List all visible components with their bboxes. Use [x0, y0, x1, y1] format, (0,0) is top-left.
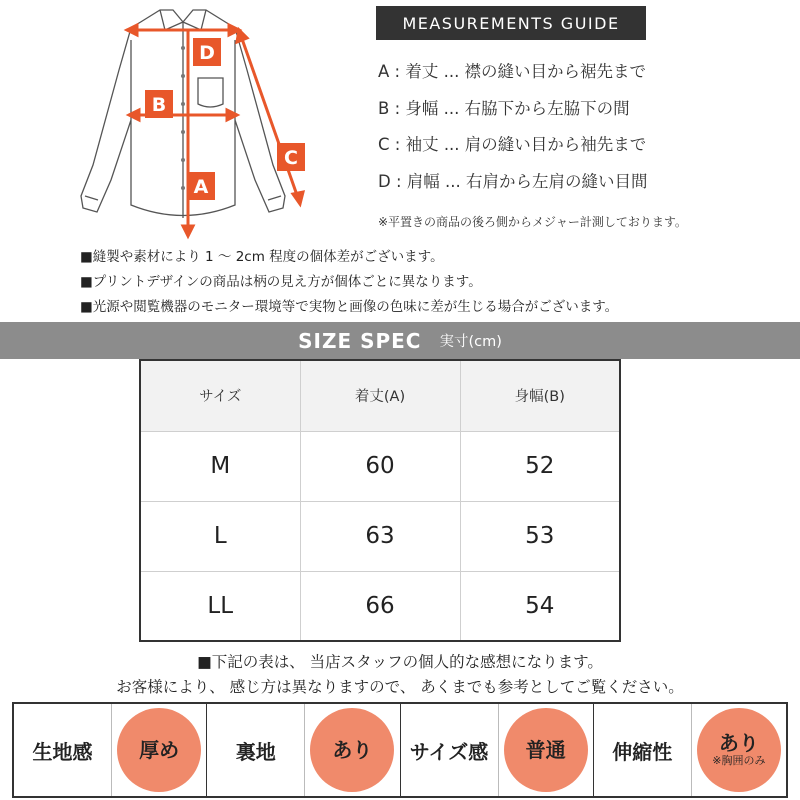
- feel-rating-circle: [117, 708, 201, 792]
- header-length: 着丈(A): [300, 360, 460, 431]
- feel-label: 生地感: [14, 704, 112, 796]
- guide-item-d: D : 肩幅 ... 右肩から左肩の縫い目間: [378, 171, 648, 191]
- note-item: ■プリントデザインの商品は柄の見え方が個体ごとに異なります。: [80, 274, 482, 290]
- shirt-measurement-diagram: [55, 0, 355, 245]
- cell-width: 54: [460, 571, 620, 641]
- cell-size: M: [140, 431, 300, 501]
- table-header-row: [140, 360, 620, 431]
- note-item: ■縫製や素材により 1 〜 2cm 程度の個体差がございます。: [80, 249, 444, 265]
- product-notes: [80, 245, 618, 320]
- measurement-method-note: ※平置きの商品の後ろ側からメジャー計測しております。: [378, 215, 687, 229]
- feel-rating-circle: [504, 708, 588, 792]
- feel-value: 普通: [525, 738, 566, 762]
- feel-sub-note: ※胸囲のみ: [712, 754, 766, 768]
- note-item: ■光源や閲覧機器のモニター環境等で実物と画像の色味に差が生じる場合がございます。: [80, 299, 619, 315]
- measurements-guide-title: MEASUREMENTS GUIDE: [376, 6, 646, 40]
- guide-item-c: C : 袖丈 ... 肩の縫い目から袖先まで: [378, 135, 647, 154]
- measurements-guide-list: [378, 58, 647, 204]
- cell-width: 52: [460, 431, 620, 501]
- cell-length: 63: [300, 501, 460, 571]
- badge-a-label: A: [193, 176, 209, 198]
- badge-c-label: C: [284, 147, 298, 169]
- feel-label: 伸縮性: [594, 704, 692, 796]
- feel-value: 厚め: [139, 738, 180, 762]
- guide-item-b: B : 身幅 ... 右脇下から左脇下の間: [378, 98, 630, 118]
- staff-impression-disclaimer: お客様により、 感じ方は異なりますので、 あくまでも参考としてご覧ください。: [116, 678, 684, 696]
- feel-rating-circle: [697, 708, 781, 792]
- cell-size: LL: [140, 571, 300, 641]
- cell-length: 60: [300, 431, 460, 501]
- guide-item-a: A : 着丈 ... 襟の縫い目から裾先まで: [378, 62, 647, 81]
- feel-label: サイズ感: [401, 704, 499, 796]
- header-size: サイズ: [140, 360, 300, 431]
- cell-size: L: [140, 501, 300, 571]
- badge-d-label: D: [199, 42, 215, 64]
- feel-item-fabric: [14, 704, 207, 796]
- table-row: [140, 431, 620, 501]
- shirt-illustration: [55, 0, 355, 245]
- feel-label: 裏地: [207, 704, 305, 796]
- cell-width: 53: [460, 501, 620, 571]
- cell-length: 66: [300, 571, 460, 641]
- header-width: 身幅(B): [460, 360, 620, 431]
- staff-impression-note: ■下記の表は、 当店スタッフの個人的な感想になります。: [197, 653, 603, 671]
- size-spec-unit: 実寸(cm): [439, 334, 502, 350]
- feel-item-stretch: [594, 704, 786, 796]
- size-spec-header: [0, 322, 800, 359]
- fabric-feel-table: [12, 702, 788, 798]
- feel-value: あり: [332, 738, 373, 762]
- table-row: [140, 571, 620, 641]
- feel-value: あり: [718, 731, 759, 756]
- badge-b-label: B: [151, 94, 167, 116]
- size-spec-title: SIZE SPEC: [298, 328, 422, 353]
- feel-item-size: [401, 704, 594, 796]
- table-row: [140, 501, 620, 571]
- feel-item-lining: [207, 704, 400, 796]
- feel-rating-circle: [310, 708, 394, 792]
- size-table: [139, 359, 621, 642]
